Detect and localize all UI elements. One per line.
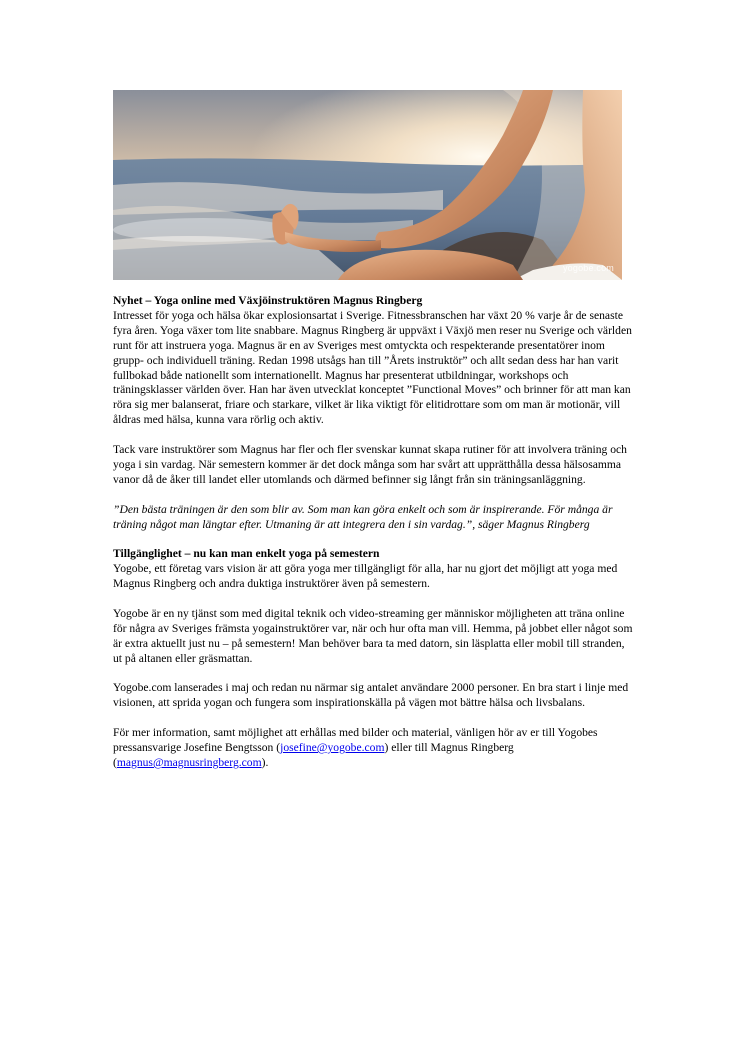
article-heading-news: Nyhet – Yoga online med Växjöinstruktören Magnus Ringberg [113, 294, 423, 307]
meditation-beach-photo [113, 90, 622, 280]
paragraph-launch: Yogobe.com lanserades i maj och redan nu närmar sig antalet användare 2000 personer. En bra start i linje med visionen, att sprida yogan och fungera som inspirationskälla på vägen mot bättre hälsa och livsbalans. [113, 681, 629, 710]
contact-text-start: För mer information, samt möjlighet att erhållas med bilder och material, vänligen hör av er till Yogobes pressansvarige Josefine Bengtsson ( [113, 726, 598, 755]
paragraph-yogobe-vision: Yogobe, ett företag vars vision är att göra yoga mer tillgängligt för alla, har nu gjort det möjligt att yoga med Magnus Ringberg och andra duktiga instruktörer även på semestern. [113, 562, 618, 591]
article-heading-availability: Tillgänglighet – nu kan man enkelt yoga på semestern [113, 547, 380, 561]
paragraph-yogobe-service: Yogobe är en ny tjänst som med digital teknik och video-streaming ger människor möjligheten att träna online för några av Sveriges främsta yogainstruktörer var, när och hur ofta man vill. Hemma, på jobbet eller något som är extra aktuellt just nu – på semestern! Man behöver bara ta med datorn, sin läsplatta eller mobil till stranden, ut på altanen eller gräsmattan. [113, 606, 633, 665]
paragraph-contact [113, 726, 635, 771]
article-body [113, 294, 635, 786]
email-link-josefine[interactable]: josefine@yogobe.com [280, 741, 385, 755]
hero-image [113, 90, 622, 280]
contact-text-end: ). [261, 756, 269, 769]
contact-text-middle: ) eller till Magnus Ringberg ( [113, 741, 514, 769]
paragraph-intro: Intresset för yoga och hälsa ökar explosionsartat i Sverige. Fitnessbranschen har växt 20 % varje år de senaste fyra åren. Yoga växer tom lite snabbare. Magnus Ringberg är uppväxt i Växjö men reser nu Sverige och världen runt för att instruera yoga. Magnus är en av Sveriges mest omtyckta och respekterande presentatörer inom grupp- och individuell träning. Redan 1998 utsågs han till ”Årets instruktör” och allt sedan dess har han varit fullbokad både nationellt som internationellt. Magnus har presenterat utbildningar, workshops och träningsklasser världen över. Han har även utvecklat konceptet ”Functional Moves” och brinner för att man kan röra sig mer balanserat, friare och starkare, vilket är lika viktigt för elitidrottare som om man är motionär, vill åldras med hälsa, kunna vara rörlig och aktiv. [113, 308, 632, 427]
quote-magnus: ”Den bästa träningen är den som blir av. Som man kan göra enkelt och som är inspirerande. För många är träning något man längtar efter. Utmaning är att integrera den i sin vardag.”, säger Magnus Ringberg [113, 502, 613, 531]
email-link-magnus[interactable]: magnus@magnusringberg.com [116, 756, 262, 769]
paragraph-instructors: Tack vare instruktörer som Magnus har fler och fler svenskar kunnat skapa rutiner för att involvera träning och yoga i sin vardag. När semestern kommer är det dock många som har svårt att upprätthålla dessa hälsosamma vanor då de åker till landet eller utomlands och därmed befinner sig långt från sin träningsanläggning. [113, 443, 627, 486]
image-watermark: yogobe.com [562, 263, 614, 274]
